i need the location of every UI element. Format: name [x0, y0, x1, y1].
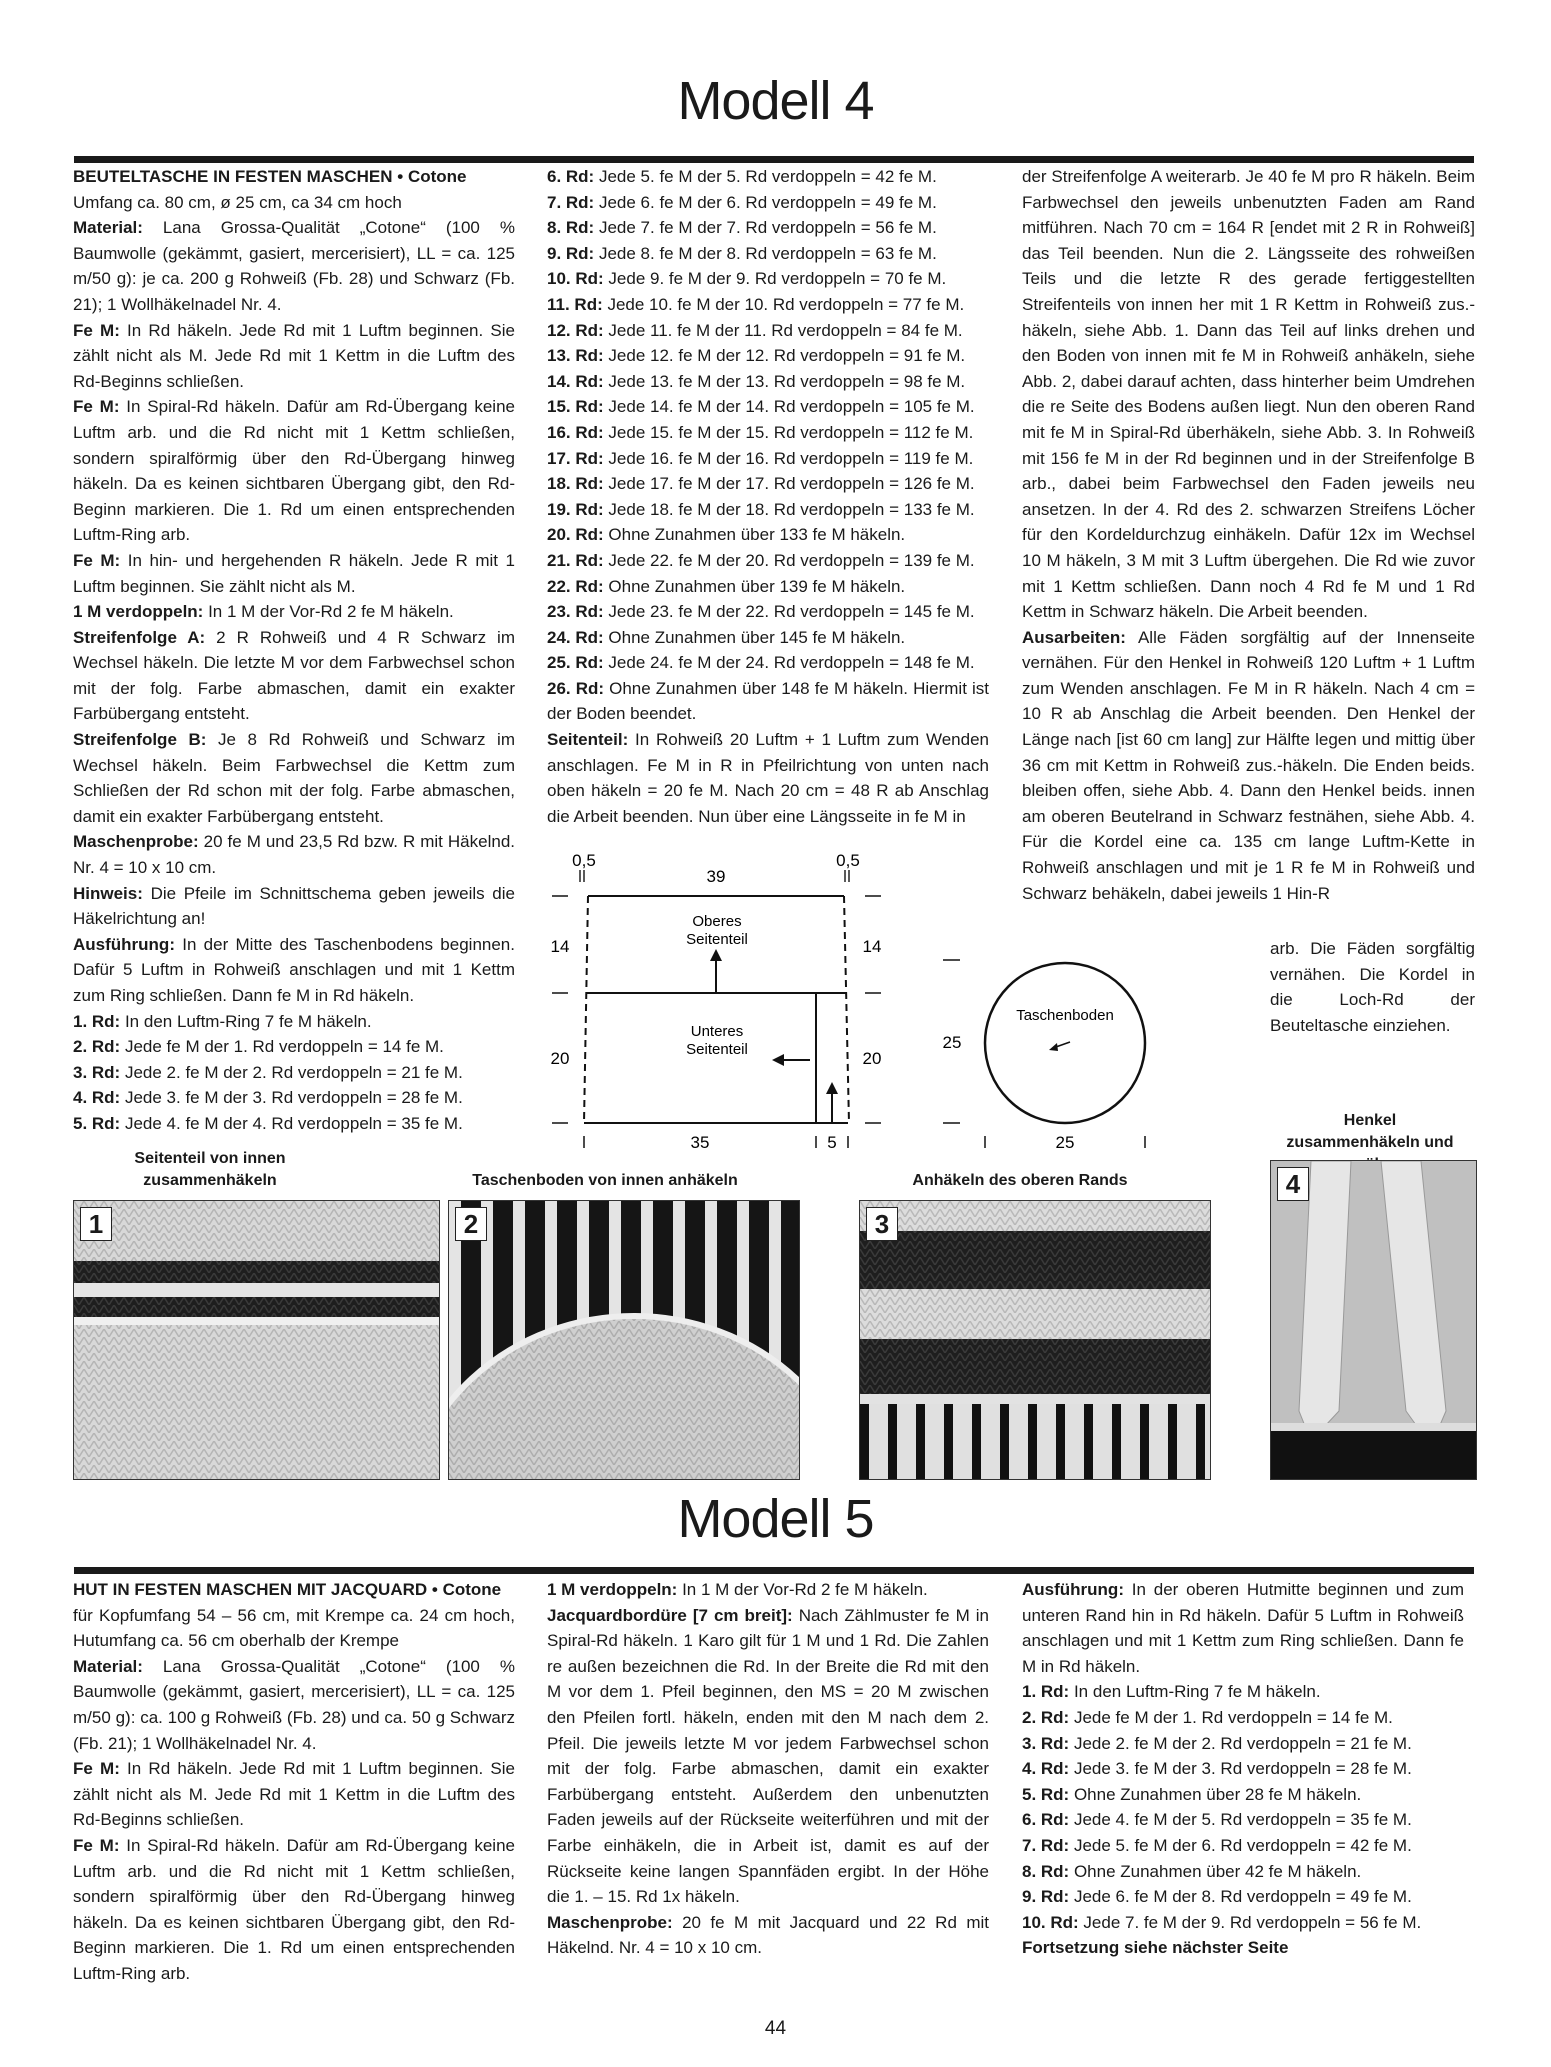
paragraph-text: 2 R Rohweiß und 4 R Schwarz im Wechsel häkeln. Die letzte M vor dem Farbwechsel schon mit der folg. Farbe abmaschen, damit ein exakter Farbübergang entsteht.: [73, 627, 515, 724]
circle-width-label: 25: [1055, 1133, 1075, 1148]
paragraph-text: Ohne Zunahmen über 42 fe M häkeln.: [1069, 1861, 1362, 1881]
photo-4: [1270, 1160, 1477, 1480]
paragraph-text: In 1 M der Vor-Rd 2 fe M häkeln.: [677, 1580, 928, 1599]
paragraph-text: Jede 6. fe M der 8. Rd verdoppeln = 49 fe M.: [1069, 1887, 1412, 1907]
paragraph: [73, 394, 515, 548]
paragraph-label: 14. Rd:: [547, 371, 604, 391]
paragraph-label: Ausarbeiten:: [1022, 627, 1126, 647]
paragraph-label: Hinweis:: [73, 883, 143, 903]
paragraph: [73, 1034, 515, 1060]
top-right-margin-label: 0,5: [836, 851, 860, 870]
paragraph-label: 4. Rd:: [73, 1088, 121, 1108]
paragraph-text: In Rd häkeln. Jede Rd mit 1 Luftm beginnen. Sie zählt nicht als M. Jede Rd mit 1 Kettm in die Luftm des Rd-Beginns schließen.: [73, 1759, 515, 1830]
paragraph: [547, 650, 989, 676]
paragraph: [73, 829, 515, 880]
paragraph: [1022, 1756, 1464, 1782]
paragraph-text: Jede 6. fe M der 6. Rd verdoppeln = 49 fe M.: [594, 192, 937, 212]
paragraph-label: 25. Rd:: [547, 653, 604, 673]
paragraph: [73, 881, 515, 932]
paragraph-text: Jede 3. fe M der 3. Rd verdoppeln = 28 fe M.: [120, 1088, 463, 1108]
modell-4-divider: [74, 156, 1474, 163]
paragraph-label: Fe M:: [73, 397, 120, 417]
paragraph-text: Jede 11. fe M der 11. Rd verdoppeln = 84 fe M.: [603, 320, 963, 340]
paragraph-text: Jede 24. fe M der 24. Rd verdoppeln = 148 fe M.: [603, 653, 975, 673]
paragraph-label: 21. Rd:: [547, 550, 604, 570]
paragraph-label: 5. Rd:: [1022, 1784, 1070, 1804]
cord-instructions: arb. Die Fäden sorgfältig vernähen. Die Kordel in die Loch-Rd der Beuteltasche einziehen.: [1270, 939, 1475, 1035]
paragraph-text: Ohne Zunahmen über 148 fe M häkeln. Hiermit ist der Boden beendet.: [547, 678, 989, 724]
paragraph: [1022, 1884, 1464, 1910]
bottom-width-label: 35: [690, 1133, 710, 1148]
paragraph-label: 11. Rd:: [547, 294, 603, 314]
m4-column-1: [73, 164, 515, 1137]
paragraph-label: 7. Rd:: [547, 192, 595, 212]
bottom-strip-label: 5: [827, 1133, 837, 1148]
paragraph-label: 16. Rd:: [547, 422, 604, 442]
paragraph-label: 26. Rd:: [547, 678, 605, 698]
paragraph-label: 20. Rd:: [547, 525, 604, 545]
paragraph-text: Jede 5. fe M der 5. Rd verdoppeln = 42 fe M.: [594, 167, 937, 186]
paragraph-label: HUT IN FESTEN MASCHEN MIT JACQUARD • Cotone: [73, 1580, 502, 1599]
paragraph-text: In hin- und hergehenden R häkeln. Jede R mit 1 Luftm beginnen. Sie zählt nicht als M.: [73, 550, 515, 596]
paragraph-label: BEUTELTASCHE IN FESTEN MASCHEN • Cotone: [73, 167, 467, 186]
paragraph-text: In Rd häkeln. Jede Rd mit 1 Luftm beginnen. Sie zählt nicht als M. Jede Rd mit 1 Kettm in die Luftm des Rd-Beginns schließen.: [73, 320, 515, 391]
paragraph-label: 3. Rd:: [73, 1062, 121, 1082]
paragraph-text: Die Pfeile im Schnittschema geben jeweils die Häkelrichtung an!: [73, 883, 515, 929]
photo-2-number: 2: [455, 1207, 487, 1241]
paragraph-label: Material:: [73, 1656, 143, 1676]
paragraph: [547, 446, 989, 472]
paragraph-label: Ausführung:: [1022, 1580, 1124, 1599]
paragraph-text: In den Luftm-Ring 7 fe M häkeln.: [120, 1011, 372, 1031]
pattern-schematic: [540, 848, 1160, 1148]
paragraph-label: 8. Rd:: [547, 218, 595, 238]
paragraph-text: Lana Grossa-Qualität „Cotone“ (100 % Baumwolle (gekämmt, gasiert, mercerisiert), LL = ca. 125 m/50 g): ca. 100 g Rohweiß (Fb. 28) und ca. 50 g Schwarz (Fb. 21); 1 Wollhäkelnadel Nr. 4.: [73, 1656, 515, 1753]
paragraph: [547, 215, 989, 241]
paragraph-label: Maschenprobe:: [73, 832, 199, 852]
paragraph-label: 8. Rd:: [1022, 1861, 1070, 1881]
circle-height-label: 25: [942, 1033, 962, 1052]
m4-column-2: [547, 164, 989, 829]
paragraph: [547, 343, 989, 369]
paragraph: [547, 497, 989, 523]
paragraph-text: Jede 8. fe M der 8. Rd verdoppeln = 63 fe M.: [594, 243, 937, 263]
paragraph-text: Jede 5. fe M der 6. Rd verdoppeln = 42 fe M.: [1069, 1835, 1412, 1855]
paragraph-text: Jede 13. fe M der 13. Rd verdoppeln = 98 fe M.: [603, 371, 966, 391]
paragraph: [547, 1910, 989, 1961]
paragraph: [547, 471, 989, 497]
paragraph: [73, 548, 515, 599]
modell-5-title: Modell 5: [677, 1489, 874, 1549]
paragraph-label: 1. Rd:: [73, 1011, 121, 1031]
paragraph-text: Jede 17. fe M der 17. Rd verdoppeln = 126 fe M.: [603, 474, 975, 494]
paragraph-text: Ohne Zunahmen über 145 fe M häkeln.: [603, 627, 906, 647]
paragraph-text: Jede 12. fe M der 12. Rd verdoppeln = 91 fe M.: [603, 346, 966, 366]
paragraph-label: Fe M:: [73, 1759, 120, 1779]
modell-5-divider: [74, 1567, 1474, 1574]
paragraph: [73, 190, 515, 216]
paragraph-label: 6. Rd:: [1022, 1810, 1070, 1830]
top-width-label: 39: [706, 867, 726, 886]
paragraph: [547, 318, 989, 344]
paragraph-text: Jede 10. fe M der 10. Rd verdoppeln = 77 fe M.: [602, 294, 965, 314]
paragraph: [73, 1009, 515, 1035]
paragraph-label: Seitenteil:: [547, 730, 629, 750]
paragraph: [547, 420, 989, 446]
paragraph: [73, 1060, 515, 1086]
paragraph: [1022, 1731, 1464, 1757]
paragraph-text: Jede 7. fe M der 9. Rd verdoppeln = 56 fe M.: [1078, 1912, 1422, 1932]
paragraph-text: für Kopfumfang 54 – 56 cm, mit Krempe ca. 24 cm hoch, Hutumfang ca. 56 cm oberhalb der Krempe: [73, 1605, 515, 1651]
paragraph-text: In den Luftm-Ring 7 fe M häkeln.: [1069, 1682, 1321, 1702]
modell-4-title: Modell 4: [677, 71, 874, 131]
paragraph-label: 2. Rd:: [1022, 1707, 1070, 1727]
paragraph-text: In der Mitte des Taschenbodens beginnen. Dafür 5 Luftm in Rohweiß anschlagen und mit 1 Kettm zum Ring schließen. Dann fe M in Rd häkeln.: [73, 934, 515, 1005]
paragraph-text: Ohne Zunahmen über 28 fe M häkeln.: [1069, 1784, 1362, 1804]
paragraph: [1022, 1679, 1464, 1705]
paragraph-label: 9. Rd:: [1022, 1887, 1070, 1907]
paragraph: [547, 394, 989, 420]
paragraph-label: 4. Rd:: [1022, 1759, 1070, 1779]
paragraph: [1022, 164, 1475, 625]
caption-photo-2: Taschenboden von innen anhäkeln: [472, 1172, 738, 1189]
photo-3: [859, 1200, 1211, 1480]
paragraph: [73, 727, 515, 829]
circle-label: Taschenboden: [1016, 1007, 1114, 1024]
m5-column-2: [547, 1577, 989, 1961]
paragraph-label: 19. Rd:: [547, 499, 604, 519]
paragraph-text: Alle Fäden sorgfältig auf der Innenseite vernähen. Für den Henkel in Rohweiß 120 Luftm + 1 Luftm zum Wenden anschlagen. Fe M in R häkeln. Nach 4 cm = 10 R ab Anschlag die Arbeit beenden. Den Henkel der Länge nach [ist 60 cm lang] zur Hälfte legen und mittig über 36 cm mit Kettm in Rohweiß zus.-häkeln. Die Enden beids. bleiben offen, siehe Abb. 4. Dann den Henkel beids. innen am oberen Beutelrand in Schwarz festnähen, siehe Abb. 4. Für die Kordel eine ca. 135 cm lange Luftm-Kette in Rohweiß anschlagen und mit je 1 R fe M in Rohweiß und Schwarz behäkeln, dabei jeweils 1 Hin-R: [1022, 627, 1475, 903]
paragraph-text: Jede 2. fe M der 2. Rd verdoppeln = 21 fe M.: [120, 1062, 463, 1082]
paragraph: [547, 522, 989, 548]
paragraph: [73, 1577, 515, 1603]
paragraph-text: Je 8 Rd Rohweiß und Schwarz im Wechsel häkeln. Beim Farbwechsel die Kettm zum Schließen der Rd schon mit der folg. Farbe abmaschen, damit ein exakter Farbübergang entsteht.: [73, 730, 515, 826]
paragraph-label: 22. Rd:: [547, 576, 604, 596]
paragraph: [1022, 1577, 1464, 1679]
paragraph-label: 1 M verdoppeln:: [73, 602, 204, 622]
paragraph-label: 17. Rd:: [547, 448, 604, 468]
upper-piece-label-2: Seitenteil: [686, 931, 748, 948]
paragraph-text: 20 fe M und 23,5 Rd bzw. R mit Häkelnd. Nr. 4 = 10 x 10 cm.: [73, 832, 515, 878]
paragraph-text: In Spiral-Rd häkeln. Dafür am Rd-Übergang keine Luftm arb. und die Rd nicht mit 1 Kettm schließen, sondern spiralförmig über den Rd-Übergang hinweg häkeln. Da es keinen sichtbaren Übergang gibt, den Rd-Beginn markieren. Die 1. Rd um einen entsprechenden Luftm-Ring arb.: [73, 1835, 515, 1983]
paragraph-label: 10. Rd:: [1022, 1912, 1079, 1932]
photo-4-number: 4: [1277, 1167, 1309, 1201]
paragraph-label: Ausführung:: [73, 934, 175, 954]
paragraph-label: Maschenprobe:: [547, 1912, 673, 1932]
lower-piece-label-2: Seitenteil: [686, 1041, 748, 1058]
paragraph: [1022, 1910, 1464, 1936]
paragraph: [1022, 1807, 1464, 1833]
paragraph-text: Jede 4. fe M der 5. Rd verdoppeln = 35 fe M.: [1069, 1810, 1412, 1830]
paragraph: [1022, 1705, 1464, 1731]
paragraph-label: Streifenfolge B:: [73, 730, 207, 750]
paragraph-text: Jede 4. fe M der 4. Rd verdoppeln = 35 fe M.: [120, 1113, 463, 1133]
photo-1-number: 1: [80, 1207, 112, 1241]
paragraph-text: Lana Grossa-Qualität „Cotone“ (100 % Baumwolle (gekämmt, gasiert, mercerisiert), LL = ca. 125 m/50 g): je ca. 200 g Rohweiß (Fb. 28) und Schwarz (Fb. 21); 1 Wollhäkelnadel Nr. 4.: [73, 218, 515, 314]
paragraph-label: 6. Rd:: [547, 167, 595, 186]
paragraph-label: Streifenfolge A:: [73, 627, 206, 647]
paragraph: [73, 1603, 515, 1654]
left-upper-height-label: 14: [550, 937, 570, 956]
paragraph: [547, 164, 989, 190]
paragraph-label: 18. Rd:: [547, 474, 604, 494]
paragraph-text: Jede fe M der 1. Rd verdoppeln = 14 fe M.: [1069, 1707, 1393, 1727]
paragraph: [73, 164, 515, 190]
paragraph-label: 1 M verdoppeln:: [547, 1580, 678, 1599]
paragraph-label: Fe M:: [73, 550, 121, 570]
paragraph-text: Jede 22. fe M der 20. Rd verdoppeln = 139 fe M.: [603, 550, 975, 570]
paragraph-text: Jede 7. fe M der 7. Rd verdoppeln = 56 fe M.: [594, 218, 937, 238]
paragraph-label: 3. Rd:: [1022, 1733, 1070, 1753]
paragraph-label: Jacquardbordüre [7 cm breit]:: [547, 1605, 793, 1625]
paragraph-label: 9. Rd:: [547, 243, 595, 263]
paragraph: [547, 625, 989, 651]
paragraph-label: 24. Rd:: [547, 627, 604, 647]
paragraph-text: Jede 9. fe M der 9. Rd verdoppeln = 70 fe M.: [603, 269, 947, 289]
paragraph: [73, 625, 515, 727]
paragraph: [73, 599, 515, 625]
paragraph: [547, 292, 989, 318]
paragraph-text: In der oberen Hutmitte beginnen und zum unteren Rand hin in Rd häkeln. Dafür 5 Luftm in Rohweiß anschlagen und mit 1 Kettm zum Ring schließen. Dann fe M in Rd häkeln.: [1022, 1580, 1464, 1676]
paragraph-label: Fortsetzung siehe nächster Seite: [1022, 1938, 1289, 1958]
paragraph: [1022, 1859, 1464, 1885]
paragraph-text: Nach Zählmuster fe M in Spiral-Rd häkeln. 1 Karo gilt für 1 M und 1 Rd. Die Zahlen re außen bezeichnen die Rd. In der Breite die Rd mit den M vor dem 1. Pfeil beginnen, den MS = 20 M zwischen den Pfeilen fortl. häkeln, enden mit den M nach dem 2. Pfeil. Die jeweils letzte M vor jedem Farbwechsel schon mit der folg. Farbe abmaschen, damit ein exakter Farbübergang entsteht. Außerdem den unbenutzten Faden jeweils auf der Rückseite weiterführen und mit der Farbe einhäkeln, die in Arbeit ist, damit es auf der Rückseite keine langen Spannfäden ergibt. In der Höhe die 1. – 15. Rd 1x häkeln.: [547, 1605, 990, 1907]
paragraph-text: In 1 M der Vor-Rd 2 fe M häkeln.: [203, 602, 454, 622]
paragraph-text: Jede 15. fe M der 15. Rd verdoppeln = 112 fe M.: [603, 422, 974, 442]
paragraph: [73, 1833, 515, 1987]
paragraph-label: 5. Rd:: [73, 1113, 121, 1133]
paragraph: [1022, 1833, 1464, 1859]
paragraph-label: Material:: [73, 218, 143, 238]
m4-column-3: [1022, 164, 1475, 906]
paragraph-text: der Streifenfolge A weiterarb. Je 40 fe M pro R häkeln. Beim Farbwechsel den jeweils unbenutzten Faden am Rand mitführen. Nach 70 cm = 164 R [endet mit 2 R in Rohweiß] das Teil beenden. Nun die 2. Längsseite des rohweißen Teils und die letzte R des gerade fertiggestellten Streifenteils von innen her mit 1 R Kettm in Rohweiß zus.-häkeln, siehe Abb. 1. Dann das Teil auf links drehen und den Boden von innen mit fe M in Rohweiß anhäkeln, siehe Abb. 2, dabei darauf achten, dass hinterher beim Umdrehen die re Seite des Bodens außen liegt. Nun den oberen Rand mit fe M in Spiral-Rd überhäkeln, siehe Abb. 3. In Rohweiß mit 156 fe M in der Rd beginnen und in der Streifenfolge B arb., dabei beim Farbwechsel den Faden jeweils neu ansetzen. In der 4. Rd des 2. schwarzen Streifens Löcher für den Kordeldurchzug einhäkeln. Dafür 12x im Wechsel 10 M häkeln, 3 M mit 3 Luftm übergehen. Die Rd wie zuvor mit 1 Kettm schließen. Dann noch 4 Rd fe M und 1 Rd Kettm in Schwarz häkeln. Die Arbeit beenden.: [1022, 167, 1475, 622]
photo-1: [73, 1200, 440, 1480]
paragraph: [73, 932, 515, 1009]
paragraph-label: 10. Rd:: [547, 269, 604, 289]
paragraph-text: Jede fe M der 1. Rd verdoppeln = 14 fe M.: [120, 1037, 444, 1057]
paragraph-label: 13. Rd:: [547, 346, 604, 366]
paragraph: [1022, 1782, 1464, 1808]
paragraph: [547, 190, 989, 216]
paragraph-text: Jede 23. fe M der 22. Rd verdoppeln = 145 fe M.: [603, 602, 975, 622]
paragraph: [547, 1577, 989, 1603]
right-upper-height-label: 14: [862, 937, 882, 956]
upper-piece-label-1: Oberes: [692, 913, 742, 930]
paragraph: [547, 241, 989, 267]
paragraph-text: Ohne Zunahmen über 133 fe M häkeln.: [603, 525, 906, 545]
paragraph-label: 12. Rd:: [547, 320, 604, 340]
photo-2: [448, 1200, 800, 1480]
m4-column-3-tail: [1270, 936, 1475, 1038]
lower-piece-label-1: Unteres: [690, 1023, 744, 1040]
photo-3-number: 3: [866, 1207, 898, 1241]
paragraph: [1022, 1935, 1464, 1961]
paragraph-text: Ohne Zunahmen über 139 fe M häkeln.: [603, 576, 906, 596]
paragraph-label: 2. Rd:: [73, 1037, 121, 1057]
paragraph-label: Fe M:: [73, 1835, 120, 1855]
caption-photo-1: Seitenteil von innen zusammenhäkeln: [134, 1150, 286, 1189]
paragraph-text: Jede 3. fe M der 3. Rd verdoppeln = 28 fe M.: [1069, 1759, 1412, 1779]
paragraph-label: 23. Rd:: [547, 602, 604, 622]
caption-photo-3: Anhäkeln des oberen Rands: [912, 1172, 1128, 1189]
paragraph: [547, 266, 989, 292]
m5-column-3: [1022, 1577, 1464, 1961]
paragraph-text: Umfang ca. 80 cm, ø 25 cm, ca 34 cm hoch: [73, 192, 402, 212]
top-left-margin-label: 0,5: [572, 851, 596, 870]
paragraph: [547, 676, 989, 727]
paragraph-text: Jede 14. fe M der 14. Rd verdoppeln = 105 fe M.: [603, 397, 975, 417]
paragraph: [547, 1603, 989, 1910]
paragraph-text: In Rohweiß 20 Luftm + 1 Luftm zum Wenden anschlagen. Fe M in R in Pfeilrichtung von unten nach oben häkeln = 20 fe M. Nach 20 cm = 48 R ab Anschlag die Arbeit beenden. Nun über eine Längsseite in fe M in: [547, 730, 989, 826]
paragraph-label: 15. Rd:: [547, 397, 604, 417]
paragraph-label: 1. Rd:: [1022, 1682, 1070, 1702]
caption-photo-4: Henkel zusammenhäkeln und: [1286, 1112, 1454, 1151]
paragraph-label: Fe M:: [73, 320, 120, 340]
m5-column-1: [73, 1577, 515, 1987]
paragraph: [73, 1654, 515, 1756]
paragraph: [73, 1756, 515, 1833]
page-number: 44: [764, 2018, 787, 2039]
paragraph: [73, 1085, 515, 1111]
paragraph-text: Jede 16. fe M der 16. Rd verdoppeln = 119 fe M.: [603, 448, 974, 468]
paragraph-text: Jede 2. fe M der 2. Rd verdoppeln = 21 fe M.: [1069, 1733, 1412, 1753]
paragraph-text: 20 fe M mit Jacquard und 22 Rd mit Häkelnd. Nr. 4 = 10 x 10 cm.: [547, 1912, 989, 1958]
paragraph-text: In Spiral-Rd häkeln. Dafür am Rd-Übergang keine Luftm arb. und die Rd nicht mit 1 Kettm schließen, sondern spiralförmig über den Rd-Übergang hinweg häkeln. Da es keinen sichtbaren Übergang gibt, den Rd-Beginn markieren. Die 1. Rd um einen entsprechenden Luftm-Ring arb.: [73, 397, 515, 545]
left-lower-height-label: 20: [550, 1049, 570, 1068]
paragraph-label: 7. Rd:: [1022, 1835, 1070, 1855]
paragraph: [73, 1111, 515, 1137]
right-lower-height-label: 20: [862, 1049, 882, 1068]
paragraph: [547, 574, 989, 600]
paragraph: [547, 369, 989, 395]
paragraph-text: Jede 18. fe M der 18. Rd verdoppeln = 133 fe M.: [603, 499, 975, 519]
paragraph: [73, 318, 515, 395]
paragraph: [73, 215, 515, 317]
paragraph: [547, 727, 989, 829]
paragraph: [547, 599, 989, 625]
paragraph: [547, 548, 989, 574]
